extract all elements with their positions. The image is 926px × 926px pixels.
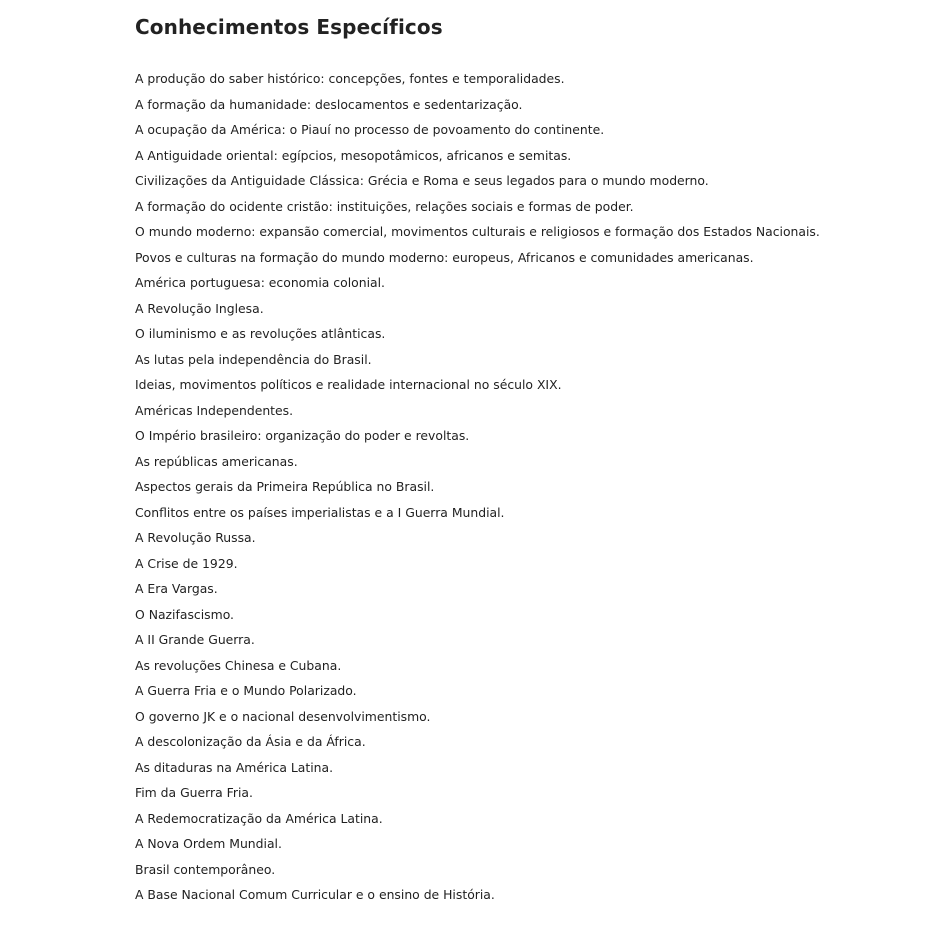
topic-item: A Guerra Fria e o Mundo Polarizado.	[135, 683, 357, 698]
topic-item: As repúblicas americanas.	[135, 453, 298, 469]
document-content	[135, 0, 895, 902]
topic-item: A ocupação da América: o Piauí no processo de povoamento do continente.	[135, 122, 605, 137]
page-title: Conhecimentos Específicos	[135, 15, 443, 39]
topic-list	[135, 66, 895, 908]
topic-item: Povos e culturas na formação do mundo moderno: europeus, Africanos e comunidades americanas.	[135, 249, 754, 265]
topic-item: A produção do saber histórico: concepções, fontes e temporalidades.	[135, 71, 565, 86]
topic-item: A formação da humanidade: deslocamentos e sedentarização.	[135, 96, 523, 112]
topic-item: A descolonização da Ásia e da África.	[135, 734, 366, 749]
topic-item: Brasil contemporâneo.	[135, 861, 276, 877]
topic-item: A Revolução Russa.	[135, 530, 256, 545]
topic-item: O mundo moderno: expansão comercial, movimentos culturais e religiosos e formação dos Estados Nacionais.	[135, 224, 820, 239]
topic-item: As ditaduras na América Latina.	[135, 759, 334, 775]
topic-item: Américas Independentes.	[135, 402, 294, 418]
topic-item: A Revolução Inglesa.	[135, 300, 264, 316]
topic-item: A Redemocratização da América Latina.	[135, 810, 383, 826]
topic-item: A II Grande Guerra.	[135, 632, 255, 647]
topic-item: As lutas pela independência do Brasil.	[135, 351, 372, 367]
topic-item: A Antiguidade oriental: egípcios, mesopotâmicos, africanos e semitas.	[135, 147, 572, 163]
topic-item: A Crise de 1929.	[135, 555, 238, 571]
topic-item: A Era Vargas.	[135, 581, 218, 596]
topic-item: Fim da Guerra Fria.	[135, 785, 253, 800]
topic-item: A Nova Ordem Mundial.	[135, 836, 282, 851]
topic-item: Conflitos entre os países imperialistas e a I Guerra Mundial.	[135, 504, 505, 520]
topic-item: A formação do ocidente cristão: instituições, relações sociais e formas de poder.	[135, 198, 634, 214]
topic-item: O governo JK e o nacional desenvolvimentismo.	[135, 708, 431, 724]
topic-item: Aspectos gerais da Primeira República no Brasil.	[135, 479, 435, 494]
topic-item: O Império brasileiro: organização do poder e revoltas.	[135, 428, 470, 443]
topic-item: Ideias, movimentos políticos e realidade internacional no século XIX.	[135, 377, 562, 392]
topic-item: O iluminismo e as revoluções atlânticas.	[135, 326, 386, 341]
topic-item: Civilizações da Antiguidade Clássica: Grécia e Roma e seus legados para o mundo moderno.	[135, 173, 709, 188]
topic-item: As revoluções Chinesa e Cubana.	[135, 657, 342, 673]
topic-item: O Nazifascismo.	[135, 606, 234, 622]
topic-item: A Base Nacional Comum Curricular e o ensino de História.	[135, 887, 495, 902]
topic-item: América portuguesa: economia colonial.	[135, 275, 385, 290]
